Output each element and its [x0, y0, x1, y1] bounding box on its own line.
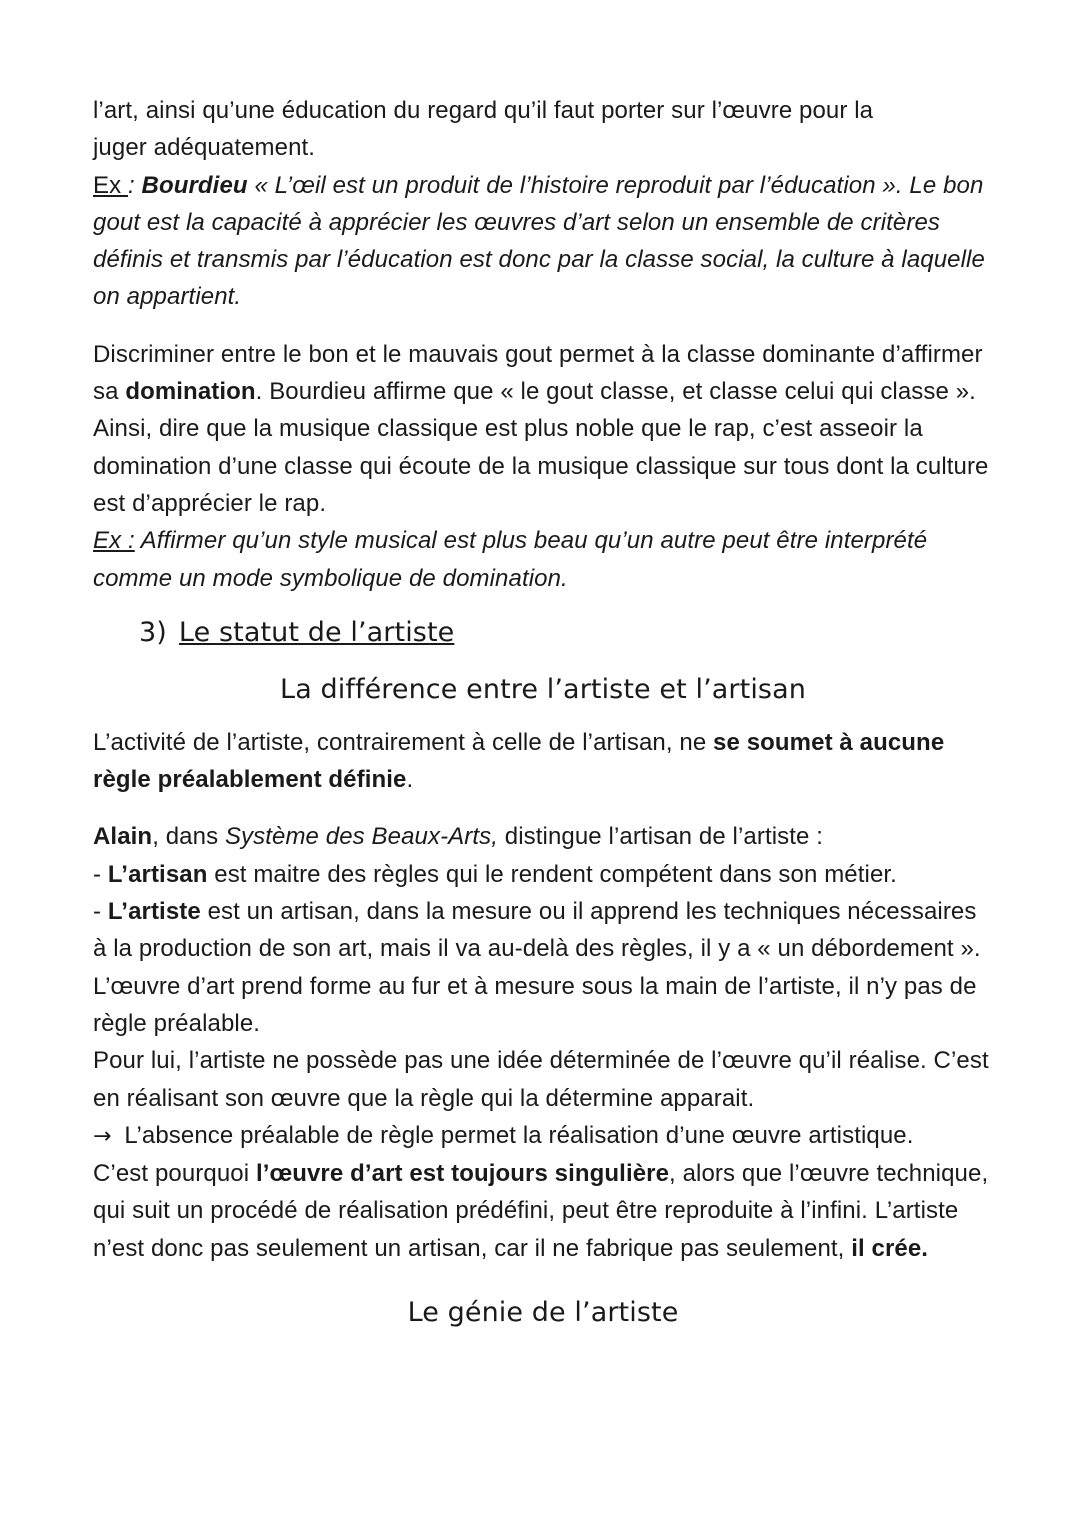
- text-run: Pour lui, l’artiste ne possède pas une idée déterminée de l’œuvre qu’il réalise. C’est en réalisant son œuvre que la règle qui la détermine apparait.: [93, 1047, 989, 1112]
- example-label: Ex :: [93, 527, 135, 555]
- example-text: Affirmer qu’un style musical est plus beau qu’un autre peut être interprété comme un mode symbolique de domination.: [93, 527, 928, 592]
- text-run: Discriminer entre le bon et le mauvais gout permet à la classe dominante d’affirmer sa: [93, 340, 983, 406]
- bold-term: l’œuvre d’art est toujours singulière: [255, 1160, 670, 1188]
- text-run: est maitre des règles qui le rendent compétent dans son métier.: [207, 860, 897, 888]
- bold-term: domination: [125, 378, 256, 406]
- text-run: est un artisan, dans la mesure ou il apprend les techniques nécessaires à la production de son art, mais il va au-delà des règles, il y a « un débordement ». L’œuvre d’art prend forme au fur et à mesure sous la main de l’artiste, il n’y pas de règle préalable.: [93, 898, 981, 1037]
- text-line: juger adéquatement.: [93, 134, 316, 162]
- bold-term: se soumet à aucune règle préalablement définie: [93, 728, 945, 794]
- text-run: L’activité de l’artiste, contrairement à celle de l’artisan, ne: [93, 728, 714, 756]
- bold-term: L’artisan: [107, 860, 208, 888]
- example-text: « L’œil est un produit de l’histoire reproduit par l’éducation ». Le bon gout est la capacité à apprécier les œuvres d’art selon un ensemble de critères définis et transmis par l’éducation est donc par la classe social, la culture à laquelle on appartient.: [93, 171, 985, 311]
- subheading-genius: Le génie de l’artiste: [407, 1297, 679, 1329]
- text-run: , alors que l’œuvre technique, qui suit un procédé de réalisation prédéfini, peut être reproduite à l’infini. L’artiste n’est donc pas seulement un artisan, car il ne fabrique pas seulement,: [93, 1160, 989, 1262]
- paragraph-activity: [93, 724, 993, 799]
- bold-term: L’artiste: [107, 898, 201, 926]
- author-name: Alain: [93, 823, 153, 851]
- section-number: 3): [139, 616, 167, 648]
- section-heading: [139, 611, 993, 655]
- text-run: C’est pourquoi: [93, 1160, 256, 1188]
- paragraph-education: [93, 92, 993, 316]
- example-author: Bourdieu: [141, 171, 248, 199]
- paragraph-domination: [93, 336, 993, 597]
- bold-term: il crée.: [851, 1234, 929, 1262]
- text-run: .: [406, 766, 414, 794]
- list-dash: -: [93, 860, 108, 888]
- text-run: . Bourdieu affirme que « le gout classe, et classe celui qui classe ». Ainsi, dire que la musique classique est plus noble que le rap, c’est asseoir la domination d’une classe qui écoute de la musique classique sur tous dont la culture est d’apprécier le rap.: [93, 378, 989, 517]
- arrow-icon: →: [93, 1123, 112, 1149]
- text-run: distingue l’artisan de l’artiste :: [498, 823, 824, 851]
- example-colon: :: [127, 171, 142, 199]
- document-page: [93, 92, 993, 1335]
- paragraph-alain: [93, 818, 993, 1267]
- list-dash: -: [93, 898, 108, 926]
- example-label: Ex: [93, 171, 128, 199]
- text-run: L’absence préalable de règle permet la réalisation d’une œuvre artistique.: [117, 1121, 914, 1149]
- text-line: l’art, ainsi qu’une éducation du regard qu’il faut porter sur l’œuvre pour la: [93, 97, 874, 124]
- section-title: Le statut de l’artiste: [178, 616, 455, 648]
- text-run: , dans: [152, 823, 225, 851]
- subheading-difference: La différence entre l’artiste et l’artisan: [280, 673, 806, 705]
- work-title: Système des Beaux-Arts,: [224, 823, 499, 851]
